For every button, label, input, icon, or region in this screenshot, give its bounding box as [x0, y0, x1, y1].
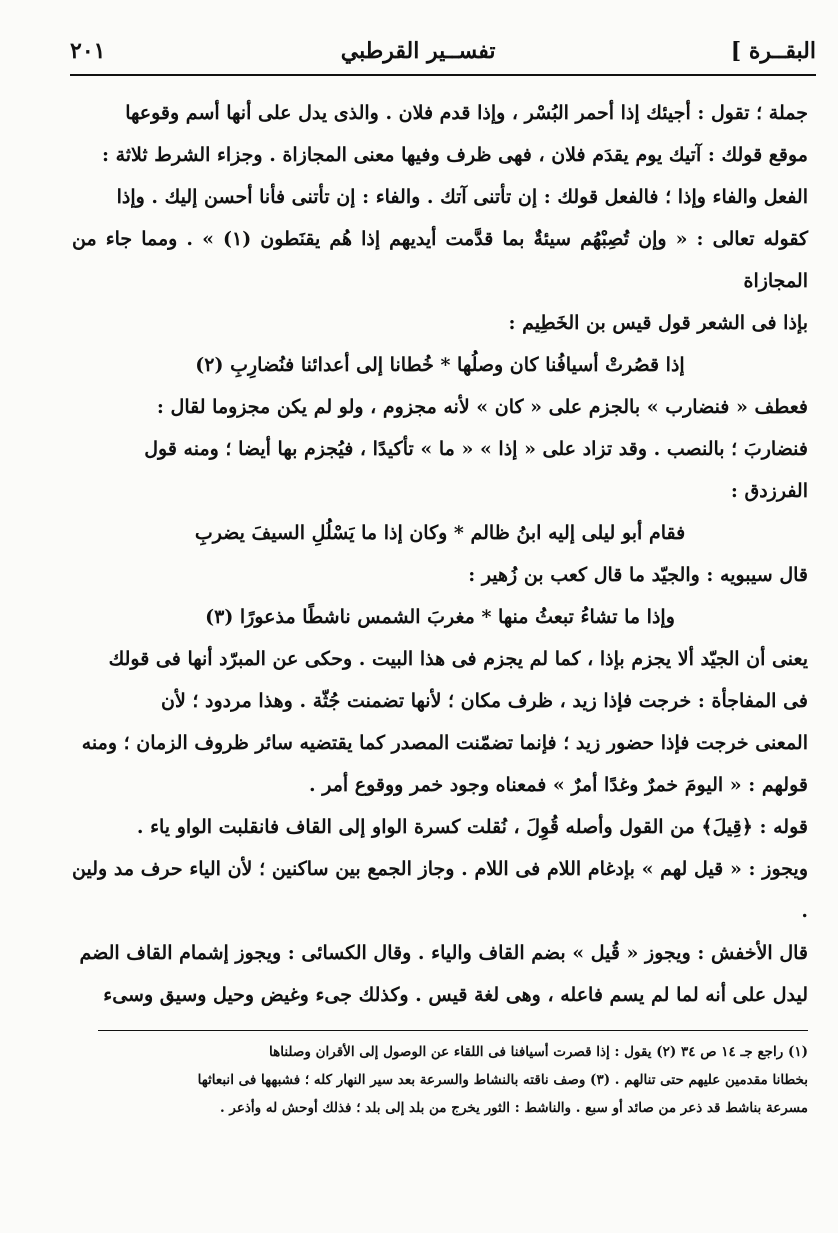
page-number: ٢٠١ — [70, 38, 106, 64]
text-line: جملة ؛ تقول : أجيئك إذا أحمر البُسْر ، وإذا قدم فلان . والذى يدل على أنها أسم وقوعها — [125, 102, 808, 124]
book-title: تفســير القرطبي — [340, 38, 496, 64]
text-line: قال سيبويه : والجيّد ما قال كعب بن زُهير : — [468, 564, 808, 586]
text-line: فنضاربَ ؛ بالنصب . وقد تزاد على « إذا » « ما » تأكيدًا ، فيُجزم بها أيضا ؛ ومنه قول — [144, 438, 808, 460]
text-line: ليدل على أنه لما لم يسم فاعله ، وهى لغة قيس . وكذلك جىء وغيض وحيل وسيق وسىء — [103, 984, 808, 1006]
page-header — [70, 32, 816, 70]
text-line: الفعل والفاء وإذا ؛ فالفعل قولك : إن تأتنى آتك . والفاء : إن تأتنى فأنا أحسن إليك . وإذا — [116, 186, 808, 208]
poetry-verse: إذا قصُرتْ أسيافُنا كان وصلُها * خُطانا إلى أعدائنا فنُضارِبِ (٢) — [195, 354, 685, 376]
poetry-verse: فقام أبو ليلى إليه ابنُ ظالم * وكان إذا ما يَسْلُلِ السيفَ يضربِ — [194, 522, 686, 544]
text-line: قوله : ﴿قِيلَ﴾ من القول وأصله قُوِلَ ، نُقلت كسرة الواو إلى القاف فانقلبت الواو ياء . — [136, 816, 808, 838]
footnote-line: بخطانا مقدمين عليهم حتى تنالهم . (٣) وصف ناقته بالنشاط والسرعة بعد سير النهار كله ؛ فشبهها فى انبعاثها — [197, 1072, 808, 1088]
text-line: فى المفاجأة : خرجت فإذا زيد ، ظرف مكان ؛ لأنها تضمنت جُثّة . وهذا مردود ؛ لأن — [160, 690, 808, 712]
text-line: كقوله تعالى : « وإن تُصِبْهُم سيئةٌ بما قدَّمت أيديهم إذا هُم يقنَطون (١) » . ومما جاء من المجازاة — [72, 228, 808, 292]
footnote-line: (١) راجع جـ ١٤ ص ٣٤ (٢) يقول : إذا قصرت أسيافنا فى اللقاء عن الوصول إلى الأقران وصلناها — [269, 1044, 808, 1060]
text-line: فعطف « فنضارب » بالجزم على « كان » لأنه مجزوم ، ولو لم يكن مجزوما لقال : — [156, 396, 808, 418]
body-text — [72, 92, 808, 1016]
footnotes — [60, 1038, 808, 1122]
surah-title: البقــرة ] — [730, 38, 816, 64]
text-line: الفرزدق : — [730, 480, 808, 502]
footnote-rule — [98, 1030, 808, 1031]
text-line: قولهم : « اليومَ خمرٌ وغدًا أمرٌ » فمعناه وجود خمر ووقوع أمر . — [308, 774, 808, 796]
text-line: بإذا فى الشعر قول قيس بن الخَطِيم : — [508, 312, 808, 334]
footnote-line: مسرعة بناشط قد ذعر من صائد أو سبع . والناشط : الثور يخرج من بلد إلى بلد ؛ فذلك أوحش له وأذعر . — [220, 1100, 808, 1116]
header-rule — [70, 74, 816, 76]
text-line: قال الأخفش : ويجوز « قُيل » بضم القاف والياء . وقال الكسائى : ويجوز إشمام القاف الضم — [79, 942, 808, 964]
text-line: يعنى أن الجيّد ألا يجزم بإذا ، كما لم يجزم فى هذا البيت . وحكى عن المبرّد أنها فى قولك — [108, 648, 808, 670]
text-line: ويجوز : « قيل لهم » بإدغام اللام فى اللام . وجاز الجمع بين ساكنين ؛ لأن الياء حرف مد ولين . — [72, 858, 808, 922]
text-line: موقع قولك : آتيك يوم يقدَم فلان ، فهى ظرف وفيها معنى المجازاة . وجزاء الشرط ثلاثة : — [101, 144, 808, 166]
text-line: المعنى خرجت فإذا حضور زيد ؛ فإنما تضمّنت المصدر كما يقتضيه سائر ظروف الزمان ؛ ومنه — [81, 732, 808, 754]
poetry-verse: وإذا ما تشاءُ تبعثُ منها * مغربَ الشمس ناشطًا مذعورًا (٣) — [205, 606, 675, 628]
